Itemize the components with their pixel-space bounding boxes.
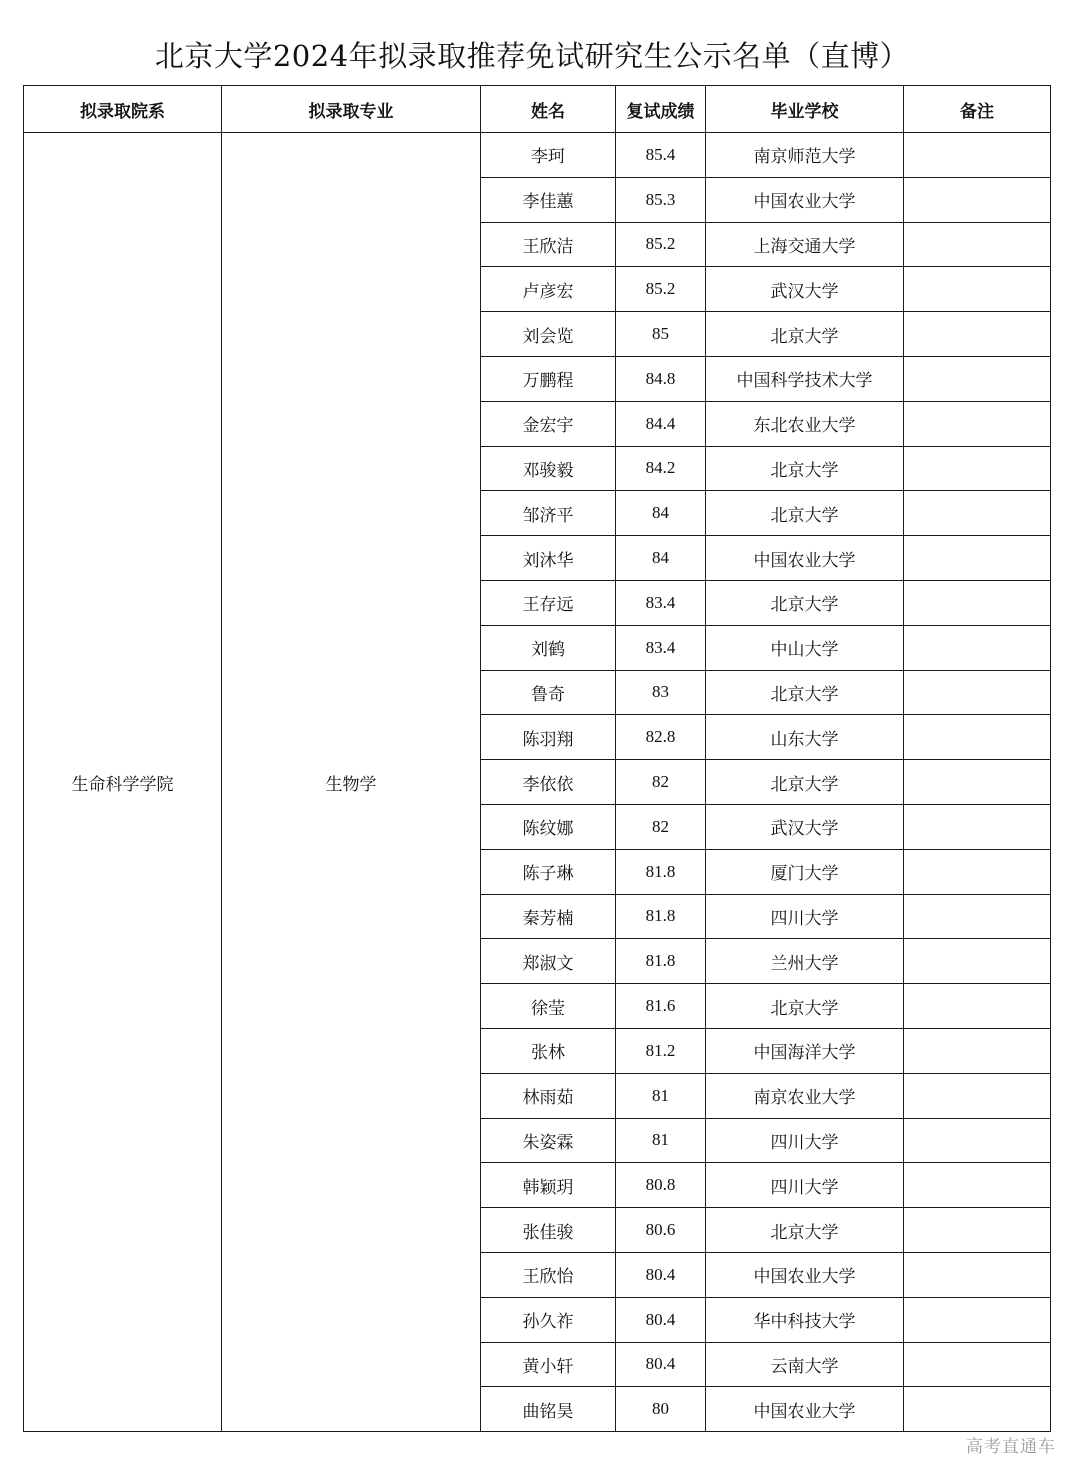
- watermark: 高考直通车: [966, 1437, 1056, 1457]
- school-cell: 中国农业大学: [706, 536, 904, 581]
- school-cell: 北京大学: [706, 1208, 904, 1253]
- school-cell: 四川大学: [706, 1118, 904, 1163]
- school-cell: 南京农业大学: [706, 1073, 904, 1118]
- note-cell: [904, 356, 1051, 401]
- name-cell: 徐莹: [481, 984, 616, 1029]
- school-cell: 四川大学: [706, 1163, 904, 1208]
- score-cell: 80.4: [616, 1297, 706, 1342]
- school-cell: 北京大学: [706, 760, 904, 805]
- score-cell: 85: [616, 312, 706, 357]
- note-cell: [904, 312, 1051, 357]
- score-cell: 85.4: [616, 133, 706, 178]
- note-cell: [904, 1073, 1051, 1118]
- school-cell: 云南大学: [706, 1342, 904, 1387]
- name-cell: 李珂: [481, 133, 616, 178]
- name-cell: 李佳蕙: [481, 177, 616, 222]
- school-cell: 北京大学: [706, 670, 904, 715]
- school-cell: 中国海洋大学: [706, 1028, 904, 1073]
- note-cell: [904, 177, 1051, 222]
- name-cell: 孙久祚: [481, 1297, 616, 1342]
- score-cell: 85.3: [616, 177, 706, 222]
- note-cell: [904, 1208, 1051, 1253]
- score-cell: 83.4: [616, 580, 706, 625]
- note-cell: [904, 939, 1051, 984]
- table-body: [24, 133, 1051, 1432]
- score-cell: 82: [616, 804, 706, 849]
- admission-table: [23, 85, 1051, 1432]
- name-cell: 刘会览: [481, 312, 616, 357]
- score-cell: 81.8: [616, 849, 706, 894]
- score-cell: 81.8: [616, 894, 706, 939]
- note-cell: [904, 401, 1051, 446]
- score-cell: 81.2: [616, 1028, 706, 1073]
- note-cell: [904, 1118, 1051, 1163]
- name-cell: 张林: [481, 1028, 616, 1073]
- note-cell: [904, 715, 1051, 760]
- note-cell: [904, 446, 1051, 491]
- name-cell: 王存远: [481, 580, 616, 625]
- name-cell: 陈羽翔: [481, 715, 616, 760]
- header-major: 拟录取专业: [222, 86, 481, 133]
- note-cell: [904, 984, 1051, 1029]
- school-cell: 中国农业大学: [706, 177, 904, 222]
- score-cell: 83: [616, 670, 706, 715]
- department-cell: 生命科学学院: [24, 133, 222, 1432]
- school-cell: 中山大学: [706, 625, 904, 670]
- school-cell: 山东大学: [706, 715, 904, 760]
- name-cell: 王欣洁: [481, 222, 616, 267]
- school-cell: 南京师范大学: [706, 133, 904, 178]
- score-cell: 84.4: [616, 401, 706, 446]
- name-cell: 金宏宇: [481, 401, 616, 446]
- note-cell: [904, 894, 1051, 939]
- name-cell: 王欣怡: [481, 1252, 616, 1297]
- school-cell: 武汉大学: [706, 804, 904, 849]
- score-cell: 82.8: [616, 715, 706, 760]
- score-cell: 81: [616, 1073, 706, 1118]
- name-cell: 万鹏程: [481, 356, 616, 401]
- score-cell: 85.2: [616, 267, 706, 312]
- header-name: 姓名: [481, 86, 616, 133]
- name-cell: 邹济平: [481, 491, 616, 536]
- score-cell: 80.4: [616, 1342, 706, 1387]
- school-cell: 北京大学: [706, 580, 904, 625]
- note-cell: [904, 267, 1051, 312]
- score-cell: 83.4: [616, 625, 706, 670]
- score-cell: 84: [616, 491, 706, 536]
- note-cell: [904, 625, 1051, 670]
- school-cell: 中国科学技术大学: [706, 356, 904, 401]
- name-cell: 秦芳楠: [481, 894, 616, 939]
- score-cell: 80.8: [616, 1163, 706, 1208]
- note-cell: [904, 804, 1051, 849]
- name-cell: 郑淑文: [481, 939, 616, 984]
- table-header-row: [24, 86, 1051, 133]
- table-row: [24, 133, 1051, 178]
- header-note: 备注: [904, 86, 1051, 133]
- note-cell: [904, 133, 1051, 178]
- note-cell: [904, 1028, 1051, 1073]
- name-cell: 黄小轩: [481, 1342, 616, 1387]
- note-cell: [904, 1163, 1051, 1208]
- note-cell: [904, 1387, 1051, 1432]
- school-cell: 东北农业大学: [706, 401, 904, 446]
- school-cell: 四川大学: [706, 894, 904, 939]
- name-cell: 鲁奇: [481, 670, 616, 715]
- school-cell: 北京大学: [706, 984, 904, 1029]
- note-cell: [904, 1342, 1051, 1387]
- name-cell: 李依依: [481, 760, 616, 805]
- school-cell: 北京大学: [706, 491, 904, 536]
- score-cell: 80: [616, 1387, 706, 1432]
- score-cell: 84: [616, 536, 706, 581]
- note-cell: [904, 580, 1051, 625]
- header-school: 毕业学校: [706, 86, 904, 133]
- score-cell: 84.2: [616, 446, 706, 491]
- school-cell: 厦门大学: [706, 849, 904, 894]
- school-cell: 华中科技大学: [706, 1297, 904, 1342]
- note-cell: [904, 1252, 1051, 1297]
- name-cell: 张佳骏: [481, 1208, 616, 1253]
- name-cell: 邓骏毅: [481, 446, 616, 491]
- school-cell: 中国农业大学: [706, 1387, 904, 1432]
- name-cell: 曲铭昊: [481, 1387, 616, 1432]
- header-score: 复试成绩: [616, 86, 706, 133]
- note-cell: [904, 491, 1051, 536]
- name-cell: 刘沐华: [481, 536, 616, 581]
- page-title: 北京大学2024年拟录取推荐免试研究生公示名单（直博）: [154, 39, 910, 73]
- score-cell: 81.6: [616, 984, 706, 1029]
- score-cell: 80.4: [616, 1252, 706, 1297]
- name-cell: 陈纹娜: [481, 804, 616, 849]
- note-cell: [904, 222, 1051, 267]
- header-department: 拟录取院系: [24, 86, 222, 133]
- name-cell: 卢彦宏: [481, 267, 616, 312]
- school-cell: 北京大学: [706, 446, 904, 491]
- name-cell: 陈子琳: [481, 849, 616, 894]
- school-cell: 武汉大学: [706, 267, 904, 312]
- note-cell: [904, 536, 1051, 581]
- score-cell: 80.6: [616, 1208, 706, 1253]
- note-cell: [904, 670, 1051, 715]
- score-cell: 82: [616, 760, 706, 805]
- school-cell: 上海交通大学: [706, 222, 904, 267]
- school-cell: 兰州大学: [706, 939, 904, 984]
- name-cell: 朱姿霖: [481, 1118, 616, 1163]
- name-cell: 韩颖玥: [481, 1163, 616, 1208]
- major-cell: 生物学: [222, 133, 481, 1432]
- score-cell: 81: [616, 1118, 706, 1163]
- note-cell: [904, 1297, 1051, 1342]
- score-cell: 81.8: [616, 939, 706, 984]
- note-cell: [904, 760, 1051, 805]
- school-cell: 中国农业大学: [706, 1252, 904, 1297]
- score-cell: 85.2: [616, 222, 706, 267]
- note-cell: [904, 849, 1051, 894]
- score-cell: 84.8: [616, 356, 706, 401]
- name-cell: 林雨茹: [481, 1073, 616, 1118]
- name-cell: 刘鹤: [481, 625, 616, 670]
- school-cell: 北京大学: [706, 312, 904, 357]
